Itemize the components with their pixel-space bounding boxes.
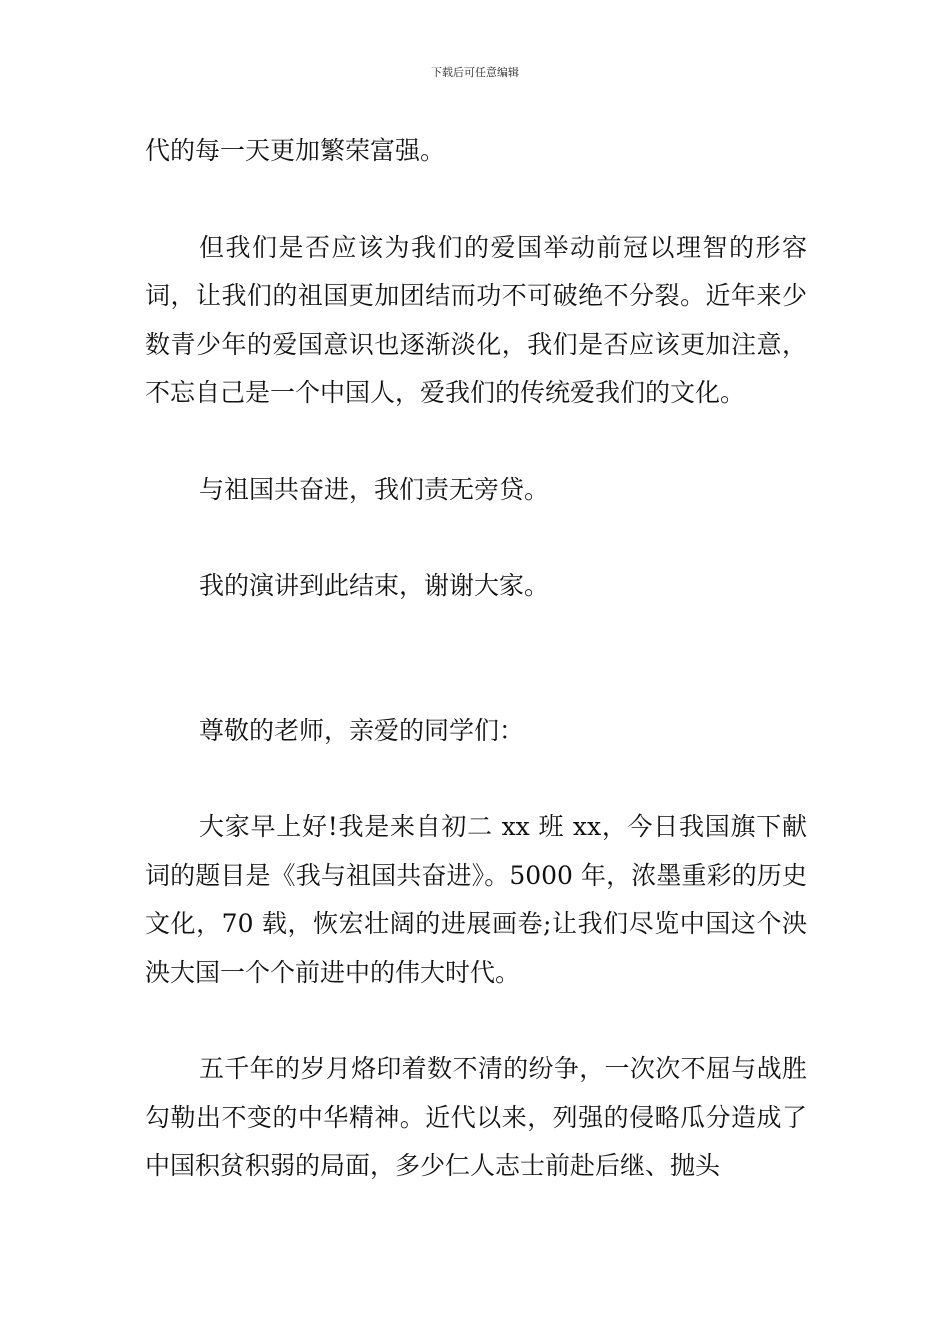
paragraph-responsibility: 与祖国共奋进，我们责无旁贷。: [199, 474, 550, 504]
paragraph-introduction: 大家早上好!我是来自初二 xx 班 xx，今日我国旗下献词的题目是《我与祖国共奋进》。5000 年，浓墨重彩的历史文化，70 载，恢宏壮阔的进展画卷;让我们尽览中国这个泱泱大国一个个前进中的伟大时代。: [145, 812, 807, 987]
page-header-note: 下载后可任意编辑: [431, 66, 519, 79]
paragraph-salutation: 尊敬的老师，亲爱的同学们：: [199, 715, 525, 745]
paragraph-closing: 我的演讲到此结束，谢谢大家。: [199, 571, 550, 600]
paragraph-patriotism-reason: 但我们是否应该为我们的爱国举动前冠以理智的形容词，让我们的祖国更加团结而功不可破绝不分裂。近年来少数青少年的爱国意识也逐渐淡化，我们是否应该更加注意，不忘自己是一个中国人，爱我们的传统爱我们的文化。: [145, 232, 807, 407]
paragraph-continuation: 代的每一天更加繁荣富强。: [145, 136, 446, 165]
document-body: [145, 127, 807, 1191]
paragraph-history: 五千年的岁月烙印着数不清的纷争，一次次不屈与战胜勾勒出不变的中华精神。近代以来，列强的侵略瓜分造成了中国积贫积弱的局面，多少仁人志士前赴后继、抛头: [145, 1054, 807, 1180]
